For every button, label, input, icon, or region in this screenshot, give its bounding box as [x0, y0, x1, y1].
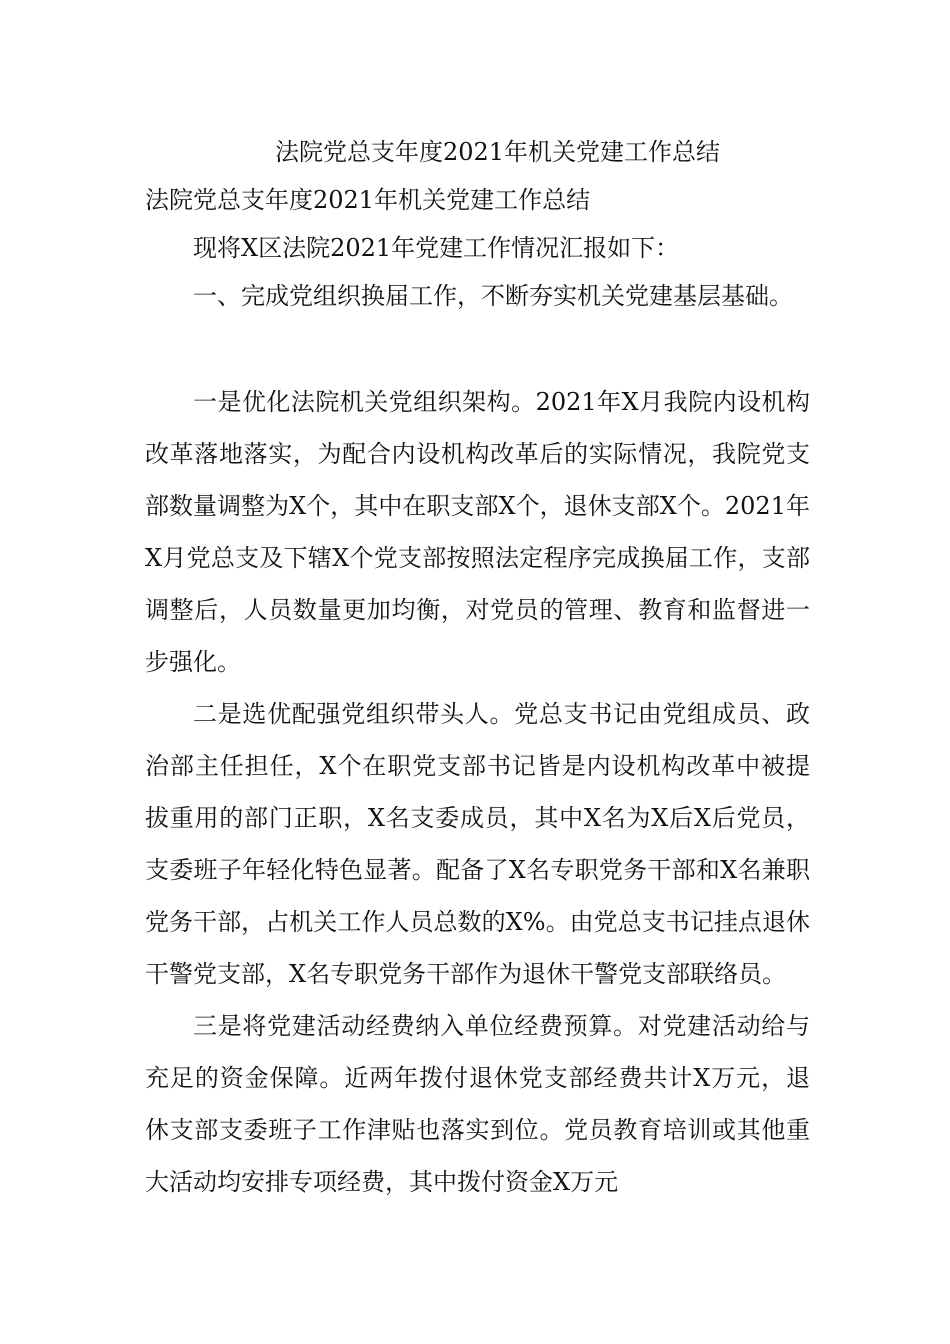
intro-line: 现将X区法院2021年党建工作情况汇报如下：: [193, 234, 680, 262]
paragraph-2: 二是选优配强党组织带头人。党总支书记由党组成员、政治部主任担任，X个在职党支部书记皆是内设机构改革中被提拔重用的部门正职，X名支委成员，其中X名为X后X后党员，支委班子年轻化特色显著。配备了X名专职党务干部和X名兼职党务干部，占机关工作人员总数的X%。由党总支书记挂点退休干警党支部，X名专职党务干部作为退休干警党支部联络员。: [145, 700, 810, 988]
document-subtitle: 法院党总支年度2021年机关党建工作总结: [145, 186, 591, 214]
paragraph-gap: [145, 320, 810, 376]
paragraph-1: 一是优化法院机关党组织架构。2021年X月我院内设机构改革落地落实，为配合内设机构改革后的实际情况，我院党支部数量调整为X个，其中在职支部X个，退休支部X个。2021年X月党总支及下辖X个党支部按照法定程序完成换届工作，支部调整后，人员数量更加均衡，对党员的管理、教育和监督进一步强化。: [145, 388, 810, 676]
document-body: [145, 128, 810, 1208]
paragraph-3: 三是将党建活动经费纳入单位经费预算。对党建活动给与充足的资金保障。近两年拨付退休党支部经费共计X万元，退休支部支委班子工作津贴也落实到位。党员教育培训或其他重大活动均安排专项经费，其中拨付资金X万元: [145, 1012, 810, 1196]
section-heading: 一、完成党组织换届工作，不断夯实机关党建基层基础。: [193, 282, 793, 310]
document-title: 法院党总支年度2021年机关党建工作总结: [274, 138, 721, 166]
